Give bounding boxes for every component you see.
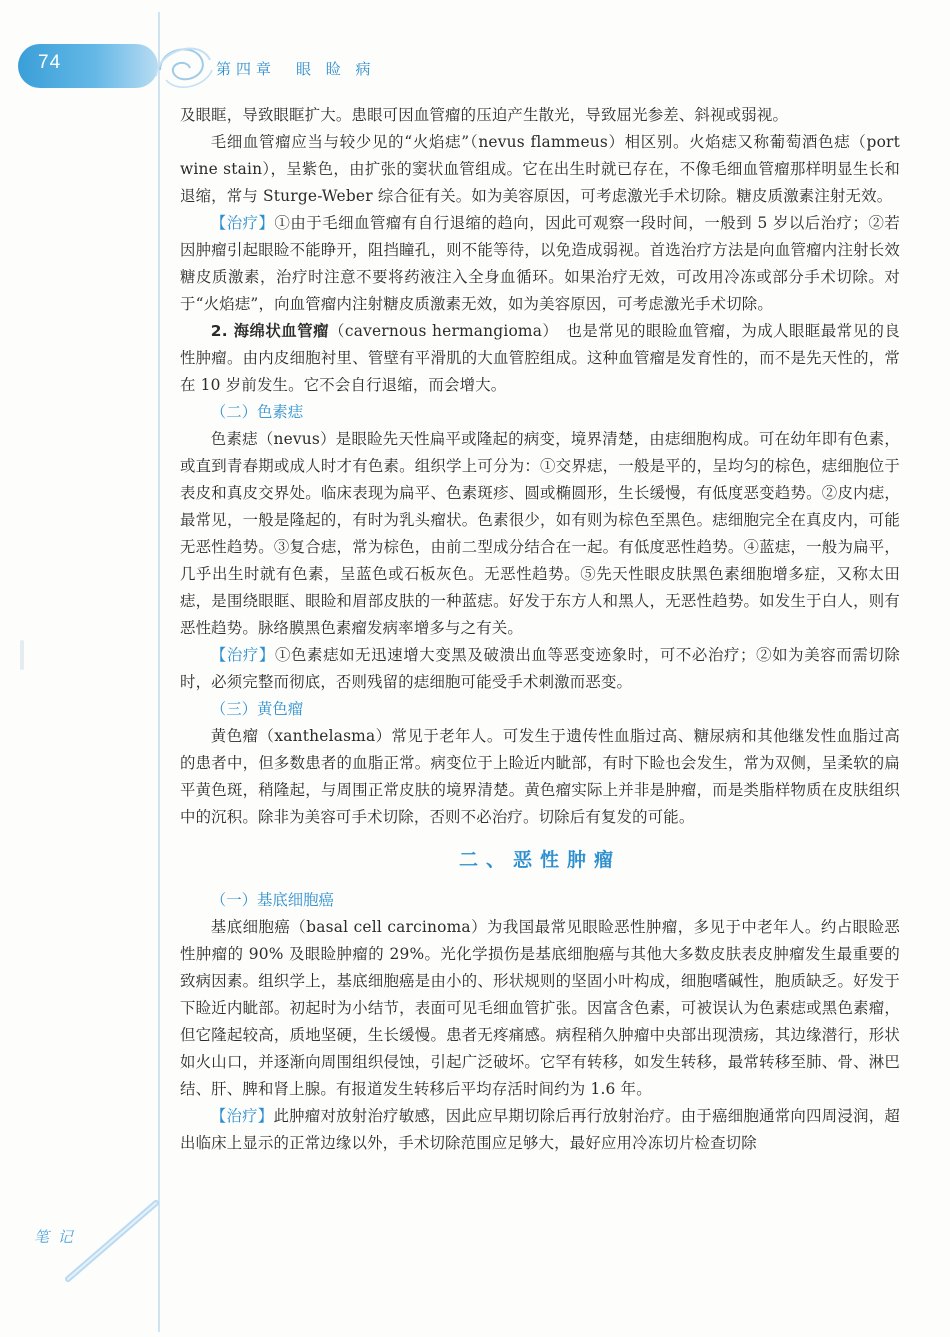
paragraph-xanthelasma: 黄色瘤（xanthelasma）常见于老年人。可发生于遗传性血脂过高、糖尿病和其他继发性血脂过高的患者中，但多数患者的血脂正常。病变位于上睑近内眦部，有时下睑也会发生，常为双侧，呈柔软的扁平黄色斑，稍隆起，与周围正常皮肤的境界清楚。黄色瘤实际上并非是肿瘤，而是类脂样物质在皮肤组织中的沉积。除非为美容可手术切除，否则不必治疗。切除后有复发的可能。 (180, 727, 900, 826)
treatment-text: ①色素痣如无迅速增大变黑及破溃出血等恶变迹象时，可不必治疗；②如为美容而需切除时，必须完整而彻底，否则残留的痣细胞可能受手术刺激而恶变。 (180, 646, 900, 691)
item-heading: 2. 海绵状血管瘤 (210, 322, 329, 340)
paragraph-nevus-flammeus: 毛细血管瘤应当与较少见的“火焰痣”（nevus flammeus）相区别。火焰痣又称葡萄酒色痣（port wine stain），呈紫色，由扩张的窦状血管组成。它在出生时就已存在，不像毛细血管瘤那样明显生长和退缩，常与 Sturge-Weber 综合征有关。如为美容原因，可考虑激光手术切除。糖皮质激素注射无效。 (180, 133, 900, 205)
treatment-tag: 【治疗】 (210, 646, 275, 664)
paragraph-orbit-continuation: 及眼眶，导致眼眶扩大。患眼可因血管瘤的压迫产生散光，导致屈光参差、斜视或弱视。 (180, 106, 789, 124)
subheading-bcc: （一）基底细胞癌 (210, 891, 334, 909)
margin-guide-line (158, 12, 160, 1332)
chapter-title: 第四章 眼 睑 病 (216, 60, 376, 78)
paragraph-nevus: 色素痣（nevus）是眼睑先天性扁平或隆起的病变，境界清楚，由痣细胞构成。可在幼年即有色素，或直到青春期或成人时才有色素。组织学上可分为：①交界痣，一般是平的，呈均匀的棕色，痣细胞位于表皮和真皮交界处。临床表现为扁平、色素斑疹、圆或椭圆形，生长缓慢，有低度恶变趋势。②皮内痣，最常见，一般是隆起的，有时为乳头瘤状。色素很少，如有则为棕色至黑色。痣细胞完全在真皮内，可能无恶性趋势。③复合痣，常为棕色，由前二型成分结合在一起。有低度恶性趋势。④蓝痣，一般为扁平，几乎出生时就有色素，呈蓝色或石板灰色。无恶性趋势。⑤先天性眼皮肤黑色素细胞增多症，又称太田痣，是围绕眼眶、眼睑和眉部皮肤的一种蓝痣。好发于东方人和黑人，无恶性趋势。如发生于白人，则有恶性趋势。脉络膜黑色素瘤发病率增多与之有关。 (180, 430, 900, 637)
pen-icon (60, 1195, 170, 1285)
subheading-nevus: （二）色素痣 (210, 403, 304, 421)
treatment-text: ①由于毛细血管瘤有自行退缩的趋向，因此可观察一段时间，一般到 5 岁以后治疗；②若因肿瘤引起眼睑不能睁开，阻挡瞳孔，则不能等待，以免造成弱视。首选治疗方法是向血管瘤内注射长效糖皮质激素，治疗时注意不要将药液注入全身血循环。如果治疗无效，可改用冷冻或部分手术切除。对于“火焰痣”，向血管瘤内注射糖皮质激素无效，如为美容原因，可考虑激光手术切除。 (180, 214, 900, 313)
page-body (180, 102, 900, 1157)
treatment-tag: 【治疗】 (210, 1107, 274, 1125)
section-title-malignant: 二、恶性肿瘤 (458, 849, 621, 871)
treatment-tag: 【治疗】 (210, 214, 275, 232)
notes-label: 笔 记 (34, 1228, 75, 1246)
paragraph-cavernous-hemangioma (180, 318, 900, 399)
paragraph-treatment-hemangioma (180, 210, 900, 318)
paragraph-bcc: 基底细胞癌（basal cell carcinoma）为我国最常见眼睑恶性肿瘤，多见于中老年人。约占眼睑恶性肿瘤的 90% 及眼睑肿瘤的 29%。光化学损伤是基底细胞癌与其他大多数皮肤表皮肿瘤发生最重要的致病因素。组织学上，基底细胞癌是由小的、形状规则的坚固小叶构成，细胞嗜碱性，胞质缺乏。好发于下睑近内眦部。初起时为小结节，表面可见毛细血管扩张。因富含色素，可被误认为色素痣或黑色素瘤，但它隆起较高，质地坚硬，生长缓慢。患者无疼痛感。病程稍久肿瘤中央部出现溃疡，其边缘潜行，形状如火山口，并逐渐向周围组织侵蚀，引起广泛破坏。它罕有转移，如发生转移，最常转移至肺、骨、淋巴结、肝、脾和肾上腺。有报道发生转移后平均存活时间约为 1.6 年。 (180, 918, 900, 1098)
page-number: 74 (38, 52, 62, 73)
paragraph-treatment-bcc (180, 1103, 900, 1157)
treatment-text: 此肿瘤对放射治疗敏感，因此应早期切除后再行放射治疗。由于癌细胞通常向四周浸润，超出临床上显示的正常边缘以外，手术切除范围应足够大，最好应用冷冻切片检查切除 (180, 1107, 900, 1152)
item-text: （cavernous hermangioma） 也是常见的眼睑血管瘤，为成人眼眶最常见的良性肿瘤。由内皮细胞衬里、管壁有平滑肌的大血管腔组成。这种血管瘤是发育性的，而不是先天性的，常在 10 岁前发生。它不会自行退缩，而会增大。 (180, 322, 900, 394)
swirl-ornament-icon (150, 30, 220, 100)
subheading-xanthelasma: （三）黄色瘤 (210, 700, 304, 718)
margin-mark (20, 640, 24, 670)
paragraph-treatment-nevus (180, 642, 900, 696)
